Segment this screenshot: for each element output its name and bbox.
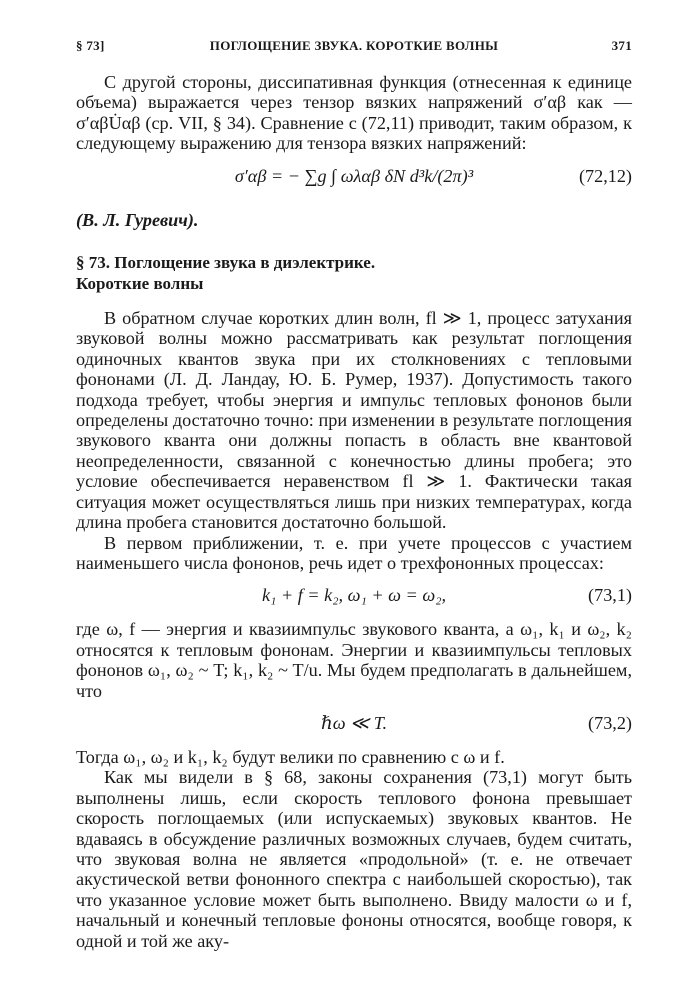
section-heading-line2: Короткие волны <box>76 274 204 294</box>
header-title: ПОГЛОЩЕНИЕ ЗВУКА. КОРОТКИЕ ВОЛНЫ <box>209 38 499 53</box>
equation-formula: σ′αβ = − ∑g ∫ ωλαβ δN d³k/(2π)³ <box>234 165 474 186</box>
equation-number: (73,1) <box>588 585 632 606</box>
equation-73-2 <box>76 707 632 741</box>
equation-formula: k₁ + f = k₂, ω₁ + ω = ω₂, <box>261 585 447 606</box>
paragraph-conservation-laws: Как мы видели в § 68, законы сохранения (73,1) могут быть выполнены лишь, если скорость теплового фонона превышает скорость поглощаемых (или испускаемых) звуковых квантов. Не вдаваясь в обсуждение различных возможных случаев, будем считать, что звуковая волна не является «продольной» (т. е. не отвечает акустической ветви фононного спектра с наибольшей скоростью), так что указанное условие может быть выполнено. Ввиду малости ω и f, начальный и конечный тепловые фононы относятся, вообще говоря, к одной и той же аку- <box>76 767 632 951</box>
page-body <box>76 72 632 951</box>
paragraph-where: где ω, f — энергия и квазиимпульс звукового кванта, а ω₁, k₁ и ω₂, k₂ относятся к тепловым фононам. Энергии и квазиимпульсы тепловых фононов ω₁, ω₂ ~ T; k₁, k₂ ~ T/u. Мы будем предполагать в дальнейшем, что <box>76 619 632 701</box>
equation-number: (72,12) <box>578 165 632 186</box>
paragraph-dissipative-function: С другой стороны, диссипативная функция (отнесенная к единице объема) выражается через тензор вязких напряжений σ′αβ как —σ′αβU̇αβ (ср. VII, § 34). Сравнение с (72,11) приводит, таким образом, к следующему выражению для тензора вязких напряжений: <box>76 72 632 154</box>
paragraph-short-waves: В обратном случае коротких длин волн, fl ≫ 1, процесс затухания звуковой волны можно рассматривать как результат поглощения одиночных квантов звука при их столкновениях с тепловыми фононами (Л. Д. Ландау, Ю. Б. Румер, 1937). Допустимость такого подхода требует, чтобы энергия и импульс тепловых фононов были определены достаточно точно: при изменении в результате поглощения звукового кванта они должны попасть в область вне квантовой неопределенности, связанной с конечностью длины пробега; это условие обеспечивается неравенством fl ≫ 1. Фактически такая ситуация может осуществляться лишь при низких температурах, когда длина пробега становится достаточно большой. <box>76 308 632 533</box>
header-section: § 73] <box>76 38 105 53</box>
section-heading-line1: § 73. Поглощение звука в диэлектрике. <box>76 253 376 273</box>
equation-72-12 <box>76 158 632 200</box>
equation-73-1 <box>76 579 632 613</box>
paragraph-then: Тогда ω₁, ω₂ и k₁, k₂ будут велики по сравнению с ω и f. <box>76 746 505 767</box>
attribution: (В. Л. Гуревич). <box>76 209 199 230</box>
equation-formula: ℏω ≪ T. <box>321 712 387 733</box>
equation-number: (73,2) <box>588 712 632 733</box>
section-heading <box>76 252 632 294</box>
running-header <box>76 38 632 58</box>
paragraph-first-approximation: В первом приближении, т. е. при учете процессов с участием наименьшего числа фононов, речь идет о трехфононных процессах: <box>76 532 632 573</box>
page-number: 371 <box>611 38 632 53</box>
